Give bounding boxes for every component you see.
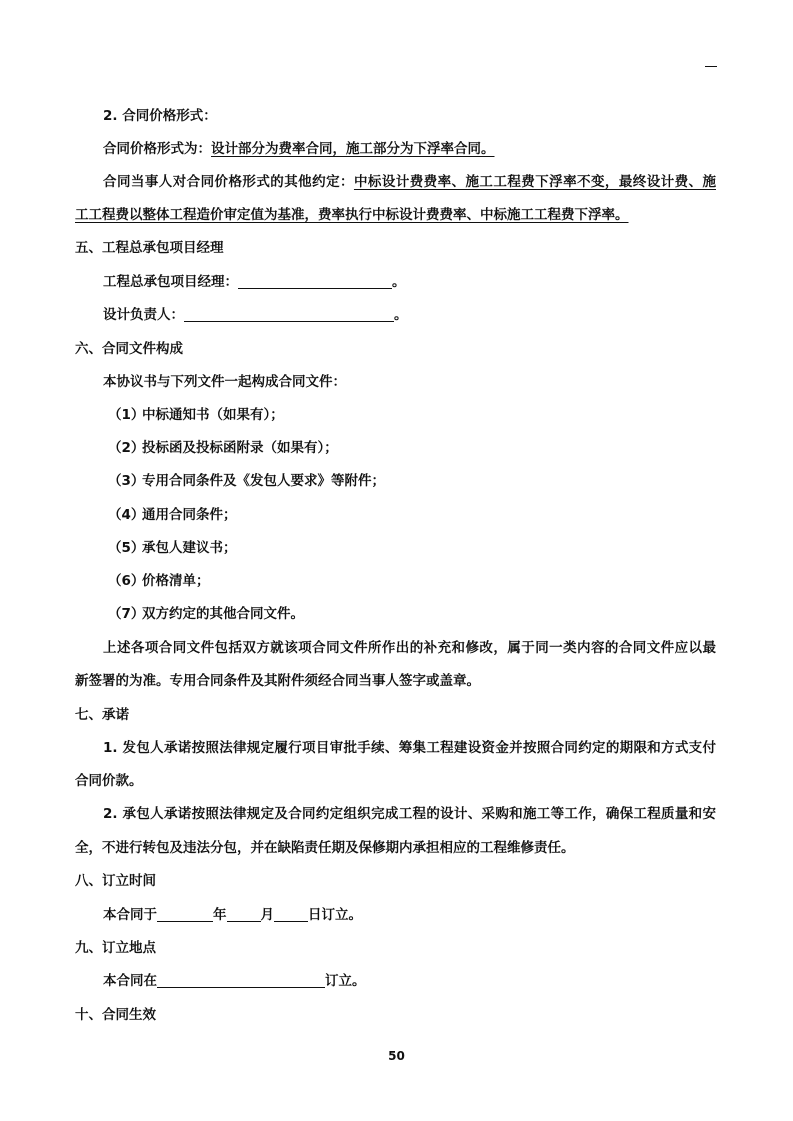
price-form-value: 设计部分为费率合同，施工部分为下浮率合同。 — [211, 141, 495, 157]
list-item — [108, 436, 758, 460]
place-blank — [157, 971, 325, 988]
day-blank — [274, 905, 308, 922]
list-item-text: 承包人建议书； — [142, 540, 237, 556]
signing-place-line — [103, 969, 753, 993]
month-blank — [227, 905, 261, 922]
signing-date-line — [103, 903, 753, 927]
list-item-text: 双方约定的其他合同文件。 — [142, 606, 304, 622]
design-lead-blank — [184, 305, 394, 322]
project-manager-label: 工程总承包项目经理： — [103, 274, 238, 290]
price-form-other-value-2: 工工程费以整体工程造价审定值为基准，费率执行中标设计费费率、中标施工工程费下浮率。 — [75, 207, 629, 223]
list-item — [108, 602, 758, 626]
list-item-number: （4） — [108, 507, 145, 523]
project-manager-end: 。 — [392, 274, 406, 290]
list-item-number: （7） — [108, 606, 145, 622]
signing-place-prefix: 本合同在 — [103, 973, 157, 989]
section-10-title: 十、合同生效 — [75, 1007, 156, 1023]
price-form-other-line-2 — [75, 203, 725, 227]
project-manager-line — [103, 270, 753, 294]
commitment-2-line-2: 全，不进行转包及违法分包，并在缺陷责任期及保修期内承担相应的工程维修责任。 — [75, 840, 575, 856]
section-8-title: 八、订立时间 — [75, 873, 156, 889]
commitment-1-line-1: 1. 发包人承诺按照法律规定履行项目审批手续、筹集工程建设资金并按照合同约定的期限和方式支付 — [103, 740, 716, 756]
contract-docs-note-line-2: 新签署的为准。专用合同条件及其附件须经合同当事人签字或盖章。 — [75, 673, 480, 689]
year-label: 年 — [213, 907, 227, 923]
list-item — [108, 469, 758, 493]
price-form-label: 合同价格形式为： — [103, 141, 211, 157]
design-lead-label: 设计负责人： — [103, 307, 184, 323]
commitment-2-line-1: 2. 承包人承诺按照法律规定及合同约定组织完成工程的设计、采购和施工等工作，确保工程质量和安 — [103, 806, 716, 822]
price-form-subtitle: 2. 合同价格形式： — [103, 108, 217, 124]
header-dash-mark — [705, 66, 717, 67]
commitment-1-line-2: 合同价款。 — [75, 773, 143, 789]
list-item-number: （5） — [108, 540, 145, 556]
list-item-number: （3） — [108, 473, 145, 489]
list-item — [108, 403, 758, 427]
list-item-text: 通用合同条件； — [142, 507, 237, 523]
price-form-other-line-1 — [103, 170, 716, 194]
section-5-title: 五、工程总承包项目经理 — [75, 240, 224, 256]
list-item-text: 专用合同条件及《发包人要求》等附件； — [142, 473, 385, 489]
list-item-number: （2） — [108, 440, 145, 456]
section-9-title: 九、订立地点 — [75, 940, 156, 956]
price-form-other-value-1: 中标设计费费率、施工工程费下浮率不变，最终设计费、施 — [353, 174, 716, 190]
list-item-text: 中标通知书（如果有）； — [142, 407, 284, 423]
list-item-text: 投标函及投标函附录（如果有）； — [142, 440, 338, 456]
contract-docs-intro: 本协议书与下列文件一起构成合同文件： — [103, 374, 346, 390]
design-lead-end: 。 — [394, 307, 408, 323]
signing-place-suffix: 订立。 — [325, 973, 366, 989]
section-7-title: 七、承诺 — [75, 707, 129, 723]
list-item-text: 价格清单； — [142, 573, 210, 589]
page-number: 50 — [388, 1049, 405, 1063]
list-item-number: （1） — [108, 407, 145, 423]
section-6-title: 六、合同文件构成 — [75, 341, 183, 357]
list-item-number: （6） — [108, 573, 145, 589]
year-blank — [157, 905, 213, 922]
signing-date-prefix: 本合同于 — [103, 907, 157, 923]
list-item — [108, 536, 758, 560]
list-item — [108, 569, 758, 593]
month-label: 月 — [260, 907, 274, 923]
day-label: 日订立。 — [308, 907, 362, 923]
design-lead-line — [103, 303, 753, 327]
list-item — [108, 503, 758, 527]
price-form-line — [103, 137, 753, 161]
price-form-other-label: 合同当事人对合同价格形式的其他约定： — [103, 174, 354, 190]
project-manager-blank — [238, 272, 392, 289]
contract-docs-note-line-1: 上述各项合同文件包括双方就该项合同文件所作出的补充和修改，属于同一类内容的合同文件应以最 — [103, 640, 716, 656]
